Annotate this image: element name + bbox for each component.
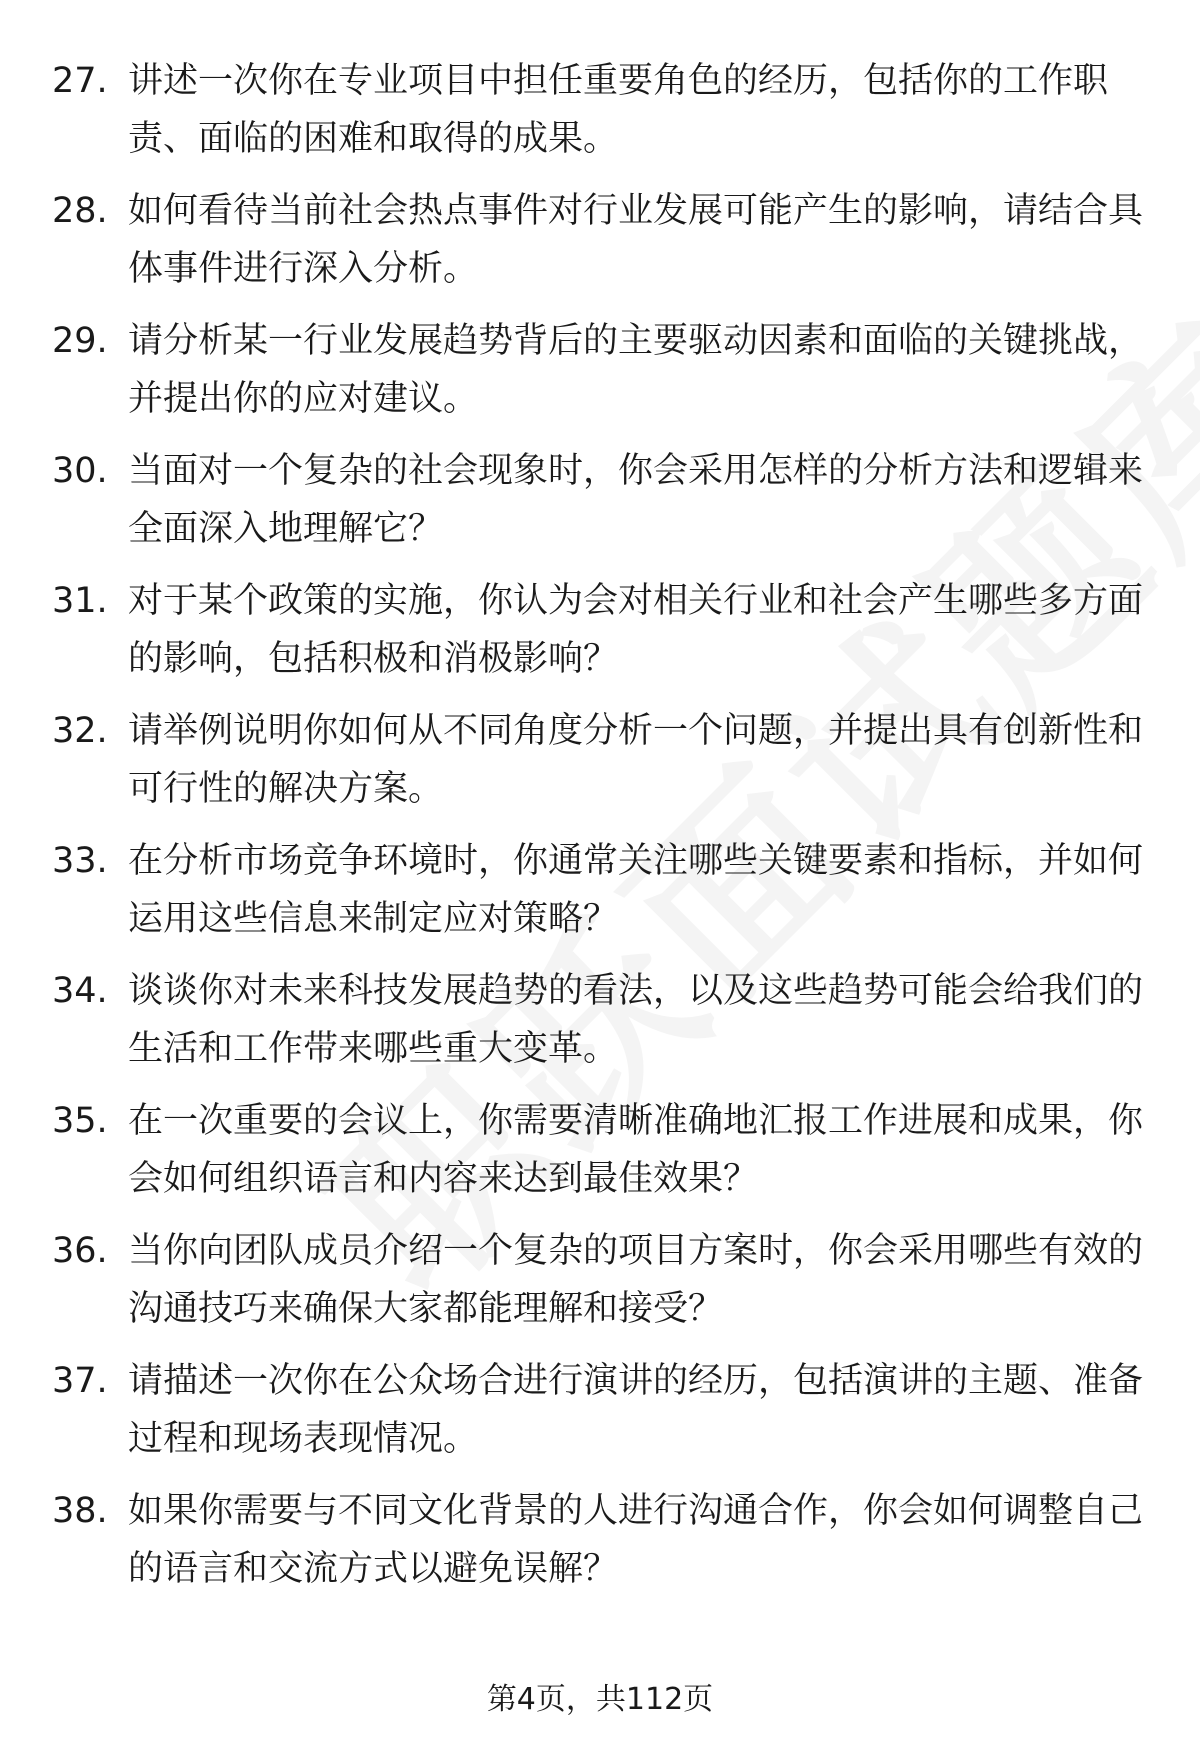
question-text: 请举例说明你如何从不同角度分析一个问题，并提出具有创新性和可行性的解决方案。 bbox=[128, 711, 1144, 809]
question-number: 33. bbox=[52, 841, 108, 881]
question-text: 在分析市场竞争环境时，你通常关注哪些关键要素和指标，并如何运用这些信息来制定应对策略？ bbox=[128, 841, 1144, 939]
question-number: 30. bbox=[52, 451, 108, 491]
question-number: 29. bbox=[52, 321, 108, 361]
question-item-27 bbox=[0, 52, 1200, 182]
question-text: 在一次重要的会议上，你需要清晰准确地汇报工作进展和成果，你会如何组织语言和内容来达到最佳效果？ bbox=[128, 1101, 1144, 1199]
question-item-31 bbox=[0, 572, 1200, 702]
question-text: 对于某个政策的实施，你认为会对相关行业和社会产生哪些多方面的影响，包括积极和消极影响？ bbox=[128, 581, 1144, 679]
question-text: 请分析某一行业发展趋势背后的主要驱动因素和面临的关键挑战，并提出你的应对建议。 bbox=[128, 321, 1144, 419]
question-text: 请描述一次你在公众场合进行演讲的经历，包括演讲的主题、准备过程和现场表现情况。 bbox=[128, 1361, 1144, 1459]
question-text: 如何看待当前社会热点事件对行业发展可能产生的影响，请结合具体事件进行深入分析。 bbox=[128, 191, 1144, 289]
question-item-32 bbox=[0, 702, 1200, 832]
question-number: 32. bbox=[52, 711, 108, 751]
question-number: 31. bbox=[52, 581, 108, 621]
question-number: 27. bbox=[52, 61, 108, 101]
question-item-30 bbox=[0, 442, 1200, 572]
question-number: 38. bbox=[52, 1491, 108, 1531]
page-footer: 第4页，共112页 bbox=[486, 1682, 714, 1717]
question-text: 当面对一个复杂的社会现象时，你会采用怎样的分析方法和逻辑来全面深入地理解它？ bbox=[128, 451, 1144, 549]
question-item-28 bbox=[0, 182, 1200, 312]
question-number: 34. bbox=[52, 971, 108, 1011]
question-item-33 bbox=[0, 832, 1200, 962]
question-text: 如果你需要与不同文化背景的人进行沟通合作，你会如何调整自己的语言和交流方式以避免误解？ bbox=[128, 1491, 1144, 1589]
question-text: 讲述一次你在专业项目中担任重要角色的经历，包括你的工作职责、面临的困难和取得的成果。 bbox=[128, 61, 1109, 159]
question-item-37 bbox=[0, 1352, 1200, 1482]
question-number: 36. bbox=[52, 1231, 108, 1271]
question-item-38 bbox=[0, 1482, 1200, 1612]
question-text: 当你向团队成员介绍一个复杂的项目方案时，你会采用哪些有效的沟通技巧来确保大家都能理解和接受？ bbox=[128, 1231, 1144, 1329]
question-list bbox=[0, 52, 1200, 1612]
question-item-34 bbox=[0, 962, 1200, 1092]
question-item-29 bbox=[0, 312, 1200, 442]
question-item-36 bbox=[0, 1222, 1200, 1352]
question-number: 37. bbox=[52, 1361, 108, 1401]
question-number: 28. bbox=[52, 191, 108, 231]
question-number: 35. bbox=[52, 1101, 108, 1141]
question-text: 谈谈你对未来科技发展趋势的看法，以及这些趋势可能会给我们的生活和工作带来哪些重大变革。 bbox=[128, 971, 1144, 1069]
question-item-35 bbox=[0, 1092, 1200, 1222]
